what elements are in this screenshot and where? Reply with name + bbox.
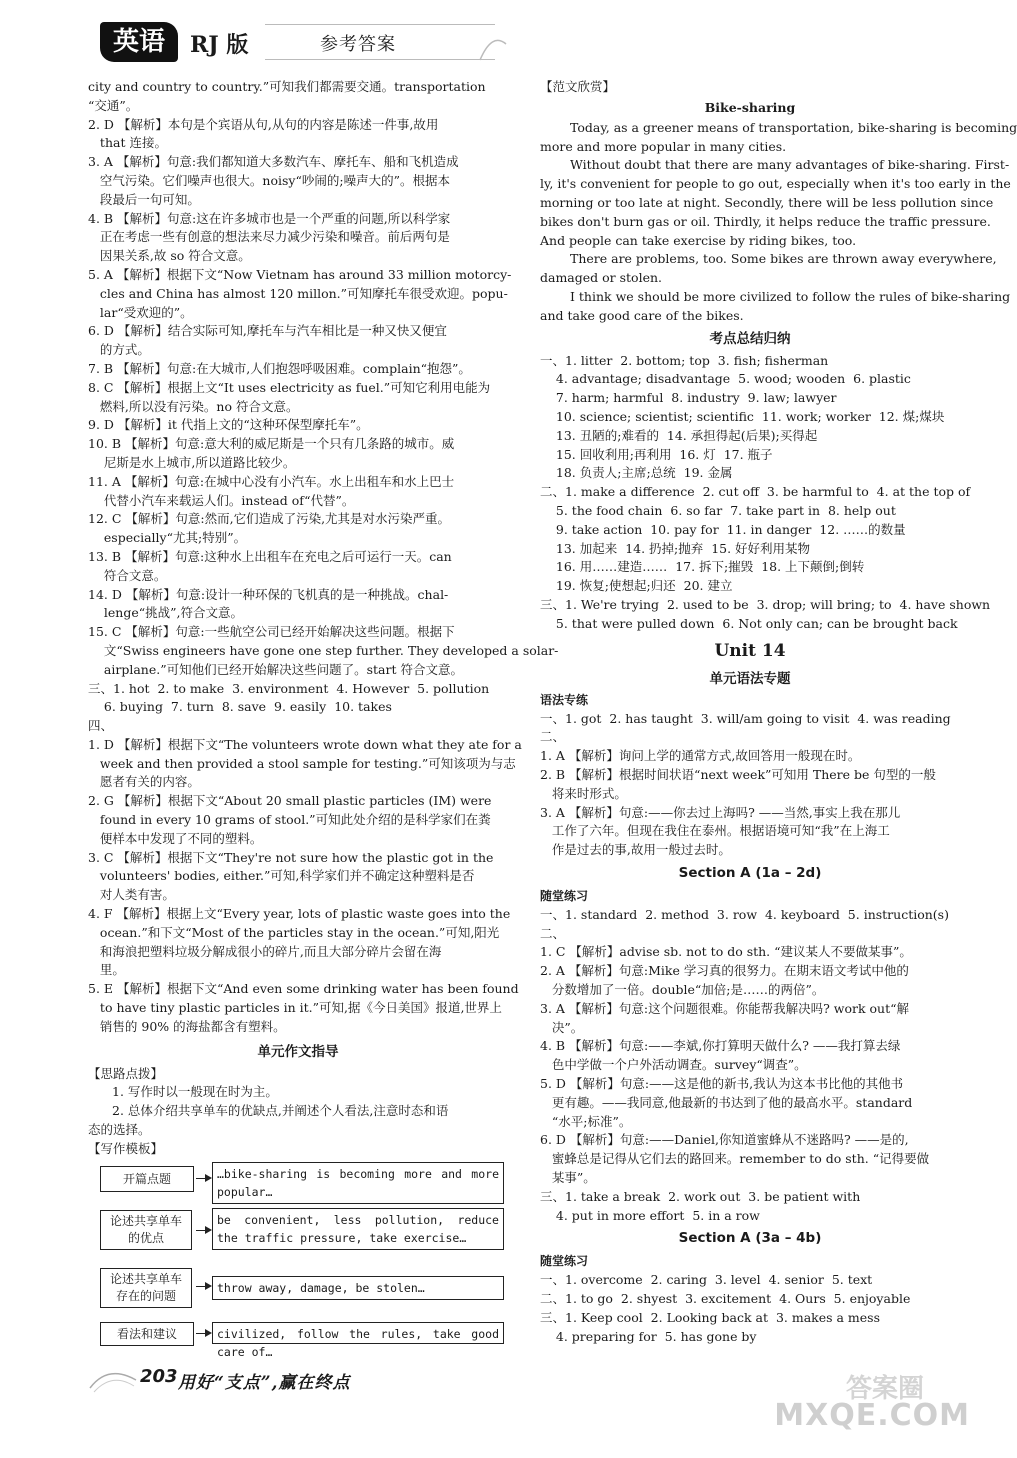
arrow-right-icon [196,1230,210,1231]
answer-line: 2. G 【解析】根据下文“About 20 small plastic particles (IM) were [88,793,492,809]
template-step-text: …bike-sharing is becoming more and more popular… [212,1162,504,1204]
answer-line: 和海浪把塑料垃圾分解成很小的碎片,而且大部分碎片会留在海 [88,943,442,959]
section-a1-line: 分数增加了一倍。double“加倍;是……的两倍”。 [540,982,825,998]
section-a1-line: 6. D 【解析】句意:——Daniel,你知道蜜蜂从不迷路吗? ——是的, [540,1132,909,1148]
answer-line: 三、1. hot 2. to make 3. environment 4. However 5. pollution [88,680,490,696]
hint-2a: 2. 总体介绍共享单车的优缺点,并阐述个人看法,注意时态和语 [112,1103,449,1119]
answer-line: 正在考虑一些有创意的想法来尽力减少污染和噪音。前后两句是 [88,229,450,245]
summary-line: 19. 恢复;使想起;归还 20. 建立 [540,578,733,594]
summary-line: 15. 回收利用;再利用 16. 灯 17. 瓶子 [540,446,773,462]
answer-line: 尼斯是水上城市,所以道路比较少。 [88,454,296,470]
section-a2-line: 一、1. overcome 2. caring 3. level 4. senior 5. text [540,1272,873,1288]
section-a1-line: 蜜蜂总是记得从它们去的路回来。remember to do sth. “记得要做 [540,1151,930,1167]
section-a1-list [540,906,960,1226]
answer-line: 12. C 【解析】句意:然而,它们造成了污染,尤其是对水污染严重。 [88,511,451,527]
section-a2-title: Section A (3a – 4b) [678,1230,822,1247]
answer-line: found in every 10 grams of stool.”可知此处介绍的是科学家们在粪 [88,812,491,828]
template-step-box: 开篇点题 [100,1166,194,1192]
summary-line: 三、1. We're trying 2. used to be 3. drop; will bring; to 4. have shown [540,596,991,612]
footer-swirl-icon [88,1360,138,1396]
answer-line: especially“尤其;特别”。 [88,530,247,546]
summary-line: 16. 用……建造…… 17. 拆下;摧毁 18. 上下颠倒;倒转 [540,559,865,575]
section-a1-line: 决”。 [540,1019,584,1035]
grammar-line: 二、 [540,729,566,745]
edition-label: RJ 版 [190,32,249,58]
right-column [540,78,1017,1347]
section-a1-subtitle: 随堂练习 [540,888,589,903]
answer-line: 2. D 【解析】本句是个宾语从句,从句的内容是陈述一件事,故用 [88,116,439,132]
answer-line: 符合文意。 [88,567,167,583]
section-a1-line: 2. A 【解析】句意:Mike 学习真的很努力。在期末语文考试中他的 [540,963,909,979]
summary-line: 二、1. make a difference 2. cut off 3. be harmful to 4. at the top of [540,484,971,500]
grammar-line: 一、1. got 2. has taught 3. will/am going to visit 4. was reading [540,710,951,726]
hint-1: 1. 写作时以一般现在时为主。 [112,1084,278,1100]
summary-line: 5. the food chain 6. so far 7. take part in 8. help out [540,502,896,518]
summary-line: 13. 加起来 14. 扔掉;抛弃 15. 好好利用某物 [540,540,811,556]
grammar-line: 工作了六年。但现在我住在泰州。根据语境可知“我”在上海工 [540,823,890,839]
section-a2-list [540,1271,960,1346]
answer-line: 空气污染。它们噪声也很大。noisy“吵闹的;噪声大的”。根据本 [88,172,450,188]
page-footer [88,1360,508,1400]
summary-list [540,352,991,634]
answer-line: 4. F 【解析】根据上文“Every year, lots of plastic waste goes into the [88,906,511,922]
answer-lines-left [88,78,559,1037]
header-swirl-icon [478,30,508,64]
summary-line: 9. take action 10. pay for 11. in danger 12. ……的数量 [540,521,906,537]
page-header [90,18,510,68]
grammar-list [540,710,960,860]
answers-title: 参考答案 [320,34,396,55]
essay-line: more and more popular in many cities. [540,138,787,154]
answer-line: cles and China has almost 120 millon.”可知摩托车很受欢迎。popu- [88,285,508,301]
answer-line: ocean.”和下文“Most of the particles stay in the ocean.”可知,阳光 [88,924,500,940]
template-label: 【写作模板】 [88,1140,164,1156]
answer-line: volunteers' bodies, either.”可知,科学家们并不确定这种塑料是否 [88,868,475,884]
page-number: 203 [140,1366,178,1387]
answer-line: 燃料,所以没有污染。no 符合文意。 [88,398,299,414]
subject-badge: 英语 [100,22,178,62]
essay-line: Today, as a greener means of transportation, bike-sharing is becoming [570,119,1017,135]
template-step-text: civilized, follow the rules, take good care of… [212,1322,504,1344]
template-step-text: throw away, damage, be stolen… [212,1276,504,1300]
grammar-line: 将来时形式。 [540,785,627,801]
hint-2b: 态的选择。 [88,1122,151,1138]
essay-line: I think we should be more civilized to follow the rules of bike-sharing [570,288,1011,304]
answer-line: 便样本中发现了不同的塑料。 [88,830,263,846]
answer-line: 14. D 【解析】句意:设计一种环保的飞机真的是一种挑战。chal- [88,586,449,602]
template-step-box: 论述共享单车的优点 [100,1210,192,1250]
section-a1-line: 4. B 【解析】句意:——李斌,你打算明天做什么? ——我打算去绿 [540,1038,901,1054]
answer-line: “交通”。 [88,97,139,113]
unit-title: Unit 14 [714,640,786,661]
arrow-right-icon [196,1333,210,1334]
arrow-right-icon [196,1178,210,1179]
template-step-box: 论述共享单车存在的问题 [100,1268,192,1308]
section-a1-line: 更有趣。——我同意,他最新的书达到了他的最高水平。standard [540,1094,913,1110]
answer-line: airplane.”可知他们已经开始解决这些问题了。start 符合文意。 [88,661,463,677]
answer-line: 4. B 【解析】句意:这在许多城市也是一个严重的问题,所以科学家 [88,210,451,226]
summary-title: 考点总结归纳 [709,330,791,347]
essay-line: damaged or stolen. [540,270,662,286]
section-a1-title: Section A (1a – 2d) [678,864,822,881]
hint-label: 【思路点拨】 [88,1065,164,1081]
grammar-line: 2. B 【解析】根据时间状语“next week”可知用 There be 句型的一般 [540,766,936,782]
section-a1-line: 1. C 【解析】advise sb. not to do sth. “建议某人不要做某事”。 [540,944,912,960]
essay-line: morning or too late at night. Secondly, there will be less pollution since [540,194,994,210]
answer-line: city and country to country.”可知我们都需要交通。transportation [88,79,486,94]
summary-line: 18. 负责人;主席;总统 19. 金属 [540,465,733,481]
summary-line: 10. science; scientist; scientific 11. work; worker 12. 煤;煤块 [540,408,945,424]
section-a1-line: 4. put in more effort 5. in a row [540,1207,760,1223]
essay-line: bikes don't burn gas or oil. Thirdly, it helps reduce the traffic pressure. [540,213,991,229]
answer-line: 销售的 90% 的海盐都含有塑料。 [88,1018,286,1034]
answer-line: 3. A 【解析】句意:我们都知道大多数汽车、摩托车、船和飞机造成 [88,154,459,170]
section-a1-line: 3. A 【解析】句意:这个问题很难。你能帮我解决吗? work out“解 [540,1000,910,1016]
summary-line: 4. advantage; disadvantage 5. wood; wooden 6. plastic [540,371,911,387]
grammar-line: 1. A 【解析】询问上学的通常方式,故回答用一般现在时。 [540,748,861,764]
section-a2-line: 二、1. to go 2. shyest 3. excitement 4. Ours 5. enjoyable [540,1291,911,1307]
answer-line: 11. A 【解析】句意:在城中心没有小汽车。水上出租车和水上巴士 [88,473,455,489]
essay-line: ly, it's convenient for people to go out, especially when it's too early in the [540,176,1011,192]
answer-line: 对人类有害。 [88,887,175,903]
summary-line: 7. harm; harmful 8. industry 9. law; lawyer [540,390,837,406]
section-a2-line: 三、1. Keep cool 2. Looking back at 3. makes a mess [540,1310,881,1326]
section-a2-line: 4. preparing for 5. has gone by [540,1328,757,1344]
essay-body [540,119,1017,326]
section-a1-line: 二、 [540,925,566,941]
answer-line: lar“受欢迎的”。 [88,304,193,320]
section-a1-line: “水平;标准”。 [540,1113,632,1129]
grammar-title: 单元语法专题 [709,670,791,687]
arrow-right-icon [196,1286,210,1287]
left-column [88,78,559,1159]
answer-line: 13. B 【解析】句意:这种水上出租车在充电之后可运行一天。can [88,548,452,564]
answer-line: 10. B 【解析】句意:意大利的威尼斯是一个只有几条路的城市。威 [88,436,455,452]
template-step-text: be convenient, less pollution, reduce the traffic pressure, take exercise… [212,1208,504,1250]
section-a1-line: 某事”。 [540,1170,596,1186]
essay-line: and take good care of the bikes. [540,307,744,323]
answer-line: 15. C 【解析】句意:一些航空公司已经开始解决这些问题。根据下 [88,624,455,640]
answer-line: lenge“挑战”,符合文意。 [88,605,243,621]
answer-line: 1. D 【解析】根据下文“The volunteers wrote down what they ate for a [88,736,522,752]
grammar-line: 3. A 【解析】句意:——你去过上海吗? ——当然,事实上我在那儿 [540,804,901,820]
answer-line: to have tiny plastic particles in it.”可知,据《今日美国》报道,世界上 [88,1000,502,1016]
section-a1-line: 一、1. standard 2. method 3. row 4. keyboard 5. instruction(s) [540,906,949,922]
section-a1-line: 5. D 【解析】句意:——这是他的新书,我认为这本书比他的其他书 [540,1076,904,1092]
summary-line: 一、1. litter 2. bottom; top 3. fish; fisherman [540,352,829,368]
answer-line: 的方式。 [88,342,150,358]
section-a1-line: 三、1. take a break 2. work out 3. be patient with [540,1188,861,1204]
answer-line: 文“Swiss engineers have gone one step further. They developed a solar- [88,642,559,658]
answer-line: 5. A 【解析】根据下文“Now Vietnam has around 33 million motorcy- [88,266,512,282]
essay-line: And people can take exercise by riding bikes, too. [540,232,857,248]
answer-line: 代替小汽车来载运人们。instead of“代替”。 [88,492,355,508]
answer-line: 5. E 【解析】根据下文“And even some drinking water has been found [88,981,519,997]
answer-line: that 连接。 [88,135,167,151]
answer-line: 里。 [88,962,125,978]
answer-line: 6. buying 7. turn 8. save 9. easily 10. takes [88,699,392,715]
essay-label: 【范文欣赏】 [540,79,616,94]
answer-line: 因果关系,故 so 符合文意。 [88,248,251,264]
answer-line: week and then provided a stool sample for testing.”可知该项为与志 [88,755,516,771]
summary-line: 5. that were pulled down 6. Not only can; can be brought back [540,615,958,631]
answer-line: 四、 [88,718,114,734]
section-a1-line: 色中学做一个户外活动调查。survey“调查”。 [540,1057,807,1073]
answer-line: 7. B 【解析】句意:在大城市,人们抱怨呼吸困难。complain“抱怨”。 [88,360,471,376]
grammar-line: 作是过去的事,故用一般过去时。 [540,842,731,858]
answer-line: 段最后一句可知。 [88,191,200,207]
answer-line: 愿者有关的内容。 [88,774,200,790]
footer-slogan: 用好“支点”,赢在终点 [178,1373,351,1393]
watermark-url: MXQE.COM [774,1398,970,1433]
section-a2-subtitle: 随堂练习 [540,1254,589,1269]
watermark-logo: 答案圈 [845,1374,924,1404]
grammar-subtitle: 语法专练 [540,692,589,707]
essay-line: There are problems, too. Some bikes are thrown away everywhere, [570,251,997,267]
answer-line: 6. D 【解析】结合实际可知,摩托车与汽车相比是一种又快又便宜 [88,323,447,339]
answer-line: 3. C 【解析】根据下文“They're not sure how the plastic got in the [88,849,494,865]
essay-title: Bike-sharing [704,99,796,115]
essay-line: Without doubt that there are many advantages of bike-sharing. First- [570,157,1010,173]
template-step-box: 看法和建议 [100,1322,194,1346]
summary-line: 13. 丑陋的;难看的 14. 承担得起(后果);买得起 [540,427,818,443]
answer-line: 9. D 【解析】it 代指上文的“这种环保型摩托车”。 [88,417,369,433]
answer-line: 8. C 【解析】根据上文“It uses electricity as fuel.”可知它利用电能为 [88,379,491,395]
writing-guide-title: 单元作文指导 [257,1043,339,1060]
